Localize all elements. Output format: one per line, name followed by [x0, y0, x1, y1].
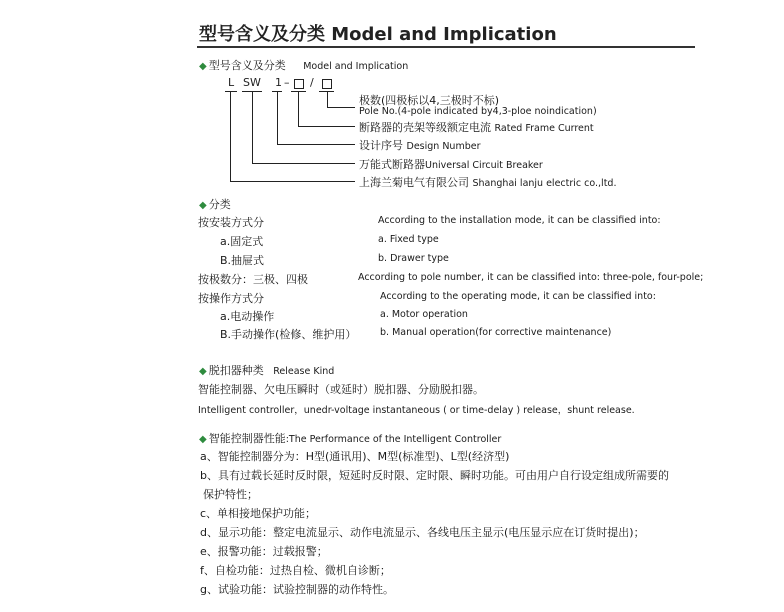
pole-class-cn: 按极数分：三极、四极	[198, 273, 308, 286]
performance-item-f: f、自检功能：过热自检、微机自诊断；	[200, 564, 391, 577]
leader-pole-vertical	[327, 91, 328, 108]
code-pole-box	[322, 79, 332, 89]
release-line-cn: 智能控制器、欠电压瞬时（或延时）脱扣器、分励脱扣器。	[198, 383, 484, 396]
operating-mode-en: According to the operating mode, it can be classified into:	[380, 291, 656, 302]
pole-number-en: Pole No.(4-pole indicated by4,3-ploe noindication)	[359, 106, 597, 117]
company-cn: 上海兰菊电气有限公司	[359, 176, 469, 189]
diamond-bullet-icon: ◆	[199, 434, 207, 445]
install-mode-cn: 按安装方式分	[198, 216, 264, 229]
design-number-en: Design Number	[406, 141, 481, 152]
performance-heading: ◆ 智能控制器性能:The Performance of the Intelligent Controller	[199, 432, 502, 445]
performance-item-d: d、显示功能：整定电流显示、动作电流显示、各线电压主显示(电压显示应在订货时提出)；	[200, 526, 645, 539]
performance-item-b-cont: 保护特性；	[203, 488, 258, 501]
code-letter-l: L	[228, 76, 235, 89]
diamond-bullet-icon: ◆	[199, 366, 207, 377]
universal-breaker-cn: 万能式断路器	[359, 158, 425, 171]
install-mode-en: According to the installation mode, it can be classified into:	[378, 215, 661, 226]
code-current-box	[294, 79, 304, 89]
performance-item-g: g、试验功能：试验控制器的动作特性。	[200, 583, 394, 596]
model-section-heading	[199, 57, 408, 73]
page-title: 型号含义及分类 Model and Implication	[199, 24, 557, 45]
leader-current-horizontal	[298, 126, 355, 127]
leader-1-vertical	[277, 91, 278, 145]
company-en: Shanghai lanju electric co.,ltd.	[472, 178, 617, 189]
motor-operation-cn: a.电动操作	[220, 310, 275, 323]
company-row	[359, 174, 616, 190]
performance-item-a: a、智能控制器分为：H型(通讯用)、M型(标准型)、L型(经济型)	[200, 450, 510, 463]
universal-breaker-row	[359, 156, 543, 172]
release-heading: ◆ 脱扣器种类 Release Kind	[199, 364, 335, 377]
manual-operation-en: b. Manual operation(for corrective maintenance)	[380, 327, 612, 338]
code-letters-sw: SW	[243, 76, 261, 89]
motor-operation-en: a. Motor operation	[380, 309, 468, 320]
release-line-en: Intelligent controller，unedr-voltage instantaneous ( or time-delay ) release，shunt release.	[198, 405, 635, 416]
rated-frame-current-row	[359, 119, 594, 135]
leader-1-horizontal	[277, 144, 355, 145]
design-number-cn: 设计序号	[359, 139, 403, 152]
underline-l	[225, 91, 237, 92]
rated-frame-current-cn: 断路器的壳架等级额定电流	[359, 121, 491, 134]
fixed-type-cn: a.固定式	[220, 235, 264, 248]
pole-class-en: According to pole number, it can be classified into: three-pole, four-pole;	[358, 272, 704, 283]
pole-number-cn: 极数(四极标以4,三极时不标)	[359, 94, 500, 107]
drawer-type-en: b. Drawer type	[378, 253, 449, 264]
leader-pole-horizontal	[327, 107, 355, 108]
code-dash: –	[284, 76, 290, 89]
model-heading-cn: 型号含义及分类	[208, 59, 286, 72]
leader-current-vertical	[298, 91, 299, 127]
model-heading-en: Model and Implication	[303, 61, 409, 72]
leader-sw-horizontal	[252, 163, 355, 164]
code-slash: /	[310, 76, 314, 89]
performance-item-c: c、单相接地保护功能；	[200, 507, 317, 520]
classify-heading: ◆ 分类	[199, 198, 231, 211]
leader-sw-vertical	[252, 91, 253, 164]
manual-operation-cn: B.手动操作(检修、维护用）	[220, 328, 357, 341]
performance-item-e: e、报警功能：过载报警；	[200, 545, 328, 558]
universal-breaker-en: Universal Circuit Breaker	[425, 160, 543, 171]
drawer-type-cn: B.抽屉式	[220, 254, 265, 267]
fixed-type-en: a. Fixed type	[378, 234, 439, 245]
operating-mode-cn: 按操作方式分	[198, 292, 264, 305]
design-number-row	[359, 137, 480, 153]
title-underline	[197, 46, 695, 48]
performance-item-b: b、具有过载长延时反时限，短延时反时限、定时限、瞬时功能。可由用户自行设定组成所需要的	[200, 469, 669, 482]
diamond-bullet-icon: ◆	[199, 61, 207, 72]
diamond-bullet-icon: ◆	[199, 200, 207, 211]
leader-l-vertical	[230, 91, 231, 182]
code-digit-1: 1	[275, 76, 282, 89]
rated-frame-current-en: Rated Frame Current	[494, 123, 594, 134]
leader-l-horizontal	[230, 181, 355, 182]
